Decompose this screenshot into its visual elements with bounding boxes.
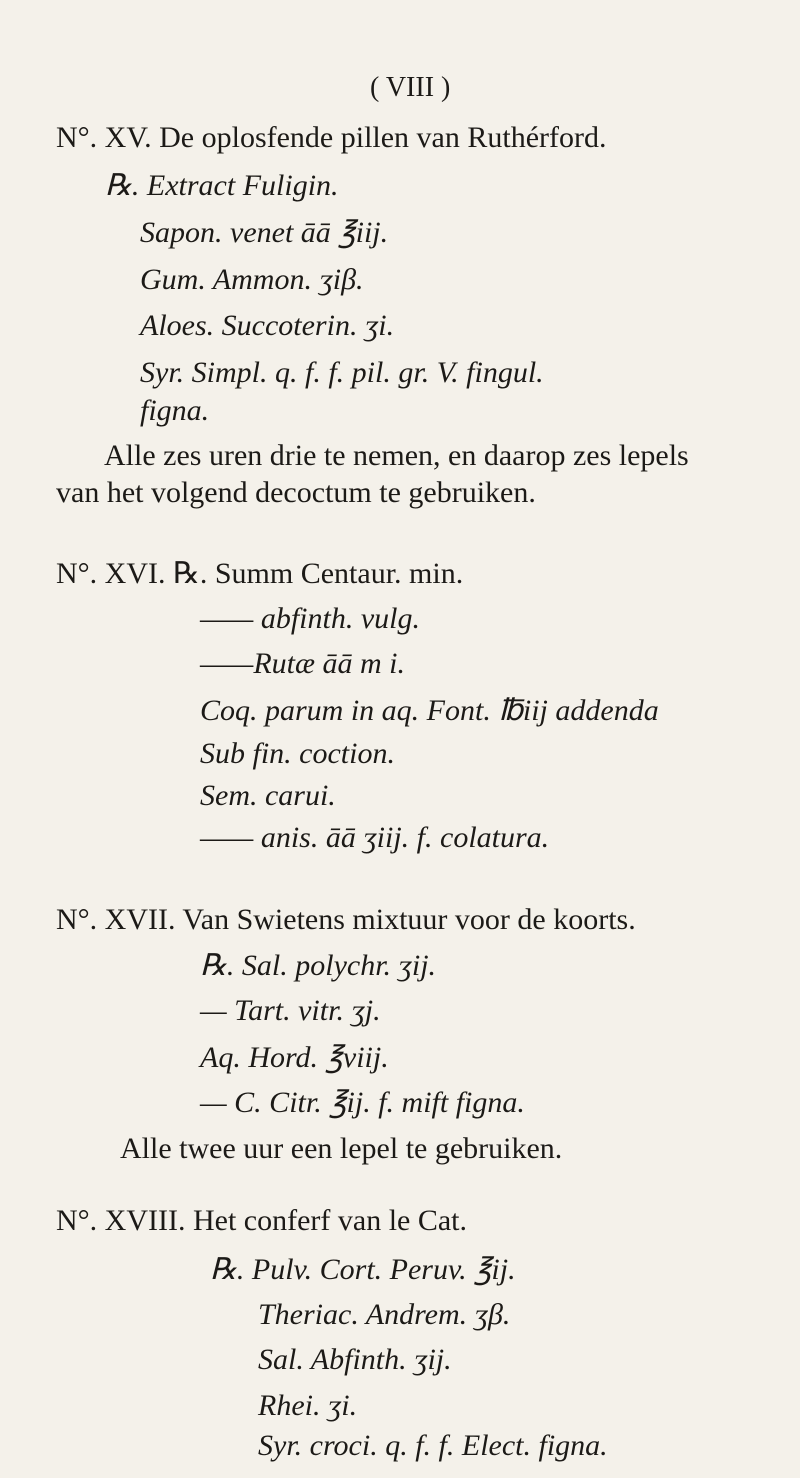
directions-line: Alle zes uren drie te nemen, en daarop zes lepels	[104, 439, 689, 472]
ingredient-line: — Tart. vitr. ʒj.	[200, 994, 381, 1027]
instruction-line: Coq. parum in aq. Font. ℔iij addenda	[200, 694, 659, 727]
instruction-line: Sub fin. coction.	[200, 737, 395, 770]
recipe-heading-xvi: N°. XVI. ℞. Summ Centaur. min.	[56, 557, 464, 590]
recipe-heading-xv: N°. XV. De oplosfende pillen van Ruthérford.	[56, 121, 607, 154]
ingredient-line: —— abfinth. vulg.	[200, 602, 421, 635]
instruction-line: Syr. croci. q. f. f. Elect. figna.	[258, 1429, 608, 1462]
ingredient-line: Theriac. Andrem. ʒβ.	[258, 1298, 511, 1331]
ingredient-line: ℞. Extract Fuligin.	[105, 169, 339, 202]
page-header: ( VIII )	[370, 72, 451, 103]
directions-line: van het volgend decoctum te gebruiken.	[56, 476, 536, 509]
instruction-line: Syr. Simpl. q. f. f. pil. gr. V. fingul.	[140, 356, 544, 389]
instruction-line: figna.	[140, 394, 210, 427]
ingredient-line: Sal. Abfinth. ʒij.	[258, 1343, 452, 1376]
ingredient-line: Aloes. Succoterin. ʒi.	[140, 309, 395, 342]
ingredient-line: Sapon. venet āā ℥iij.	[140, 216, 389, 249]
recipe-heading-xvii: N°. XVII. Van Swietens mixtuur voor de koorts.	[56, 903, 636, 936]
ingredient-line: Sem. carui.	[200, 779, 336, 812]
ingredient-line: ℞. Sal. polychr. ʒij.	[200, 949, 437, 982]
ingredient-line: Aq. Hord. ℥viij.	[200, 1041, 389, 1074]
ingredient-line: ℞. Pulv. Cort. Peruv. ℥ij.	[210, 1253, 516, 1286]
ingredient-line: Rhei. ʒi.	[258, 1389, 358, 1422]
ingredient-line: ——Rutæ āā m i.	[200, 647, 406, 680]
recipe-heading-xviii: N°. XVIII. Het conferf van le Cat.	[56, 1204, 468, 1237]
ingredient-line: Gum. Ammon. ʒiβ.	[140, 263, 364, 296]
instruction-line: — C. Citr. ℥ij. f. mift figna.	[200, 1086, 525, 1119]
directions-line: Alle twee uur een lepel te gebruiken.	[120, 1132, 563, 1165]
ingredient-line: —— anis. āā ʒiij. f. colatura.	[200, 821, 550, 854]
